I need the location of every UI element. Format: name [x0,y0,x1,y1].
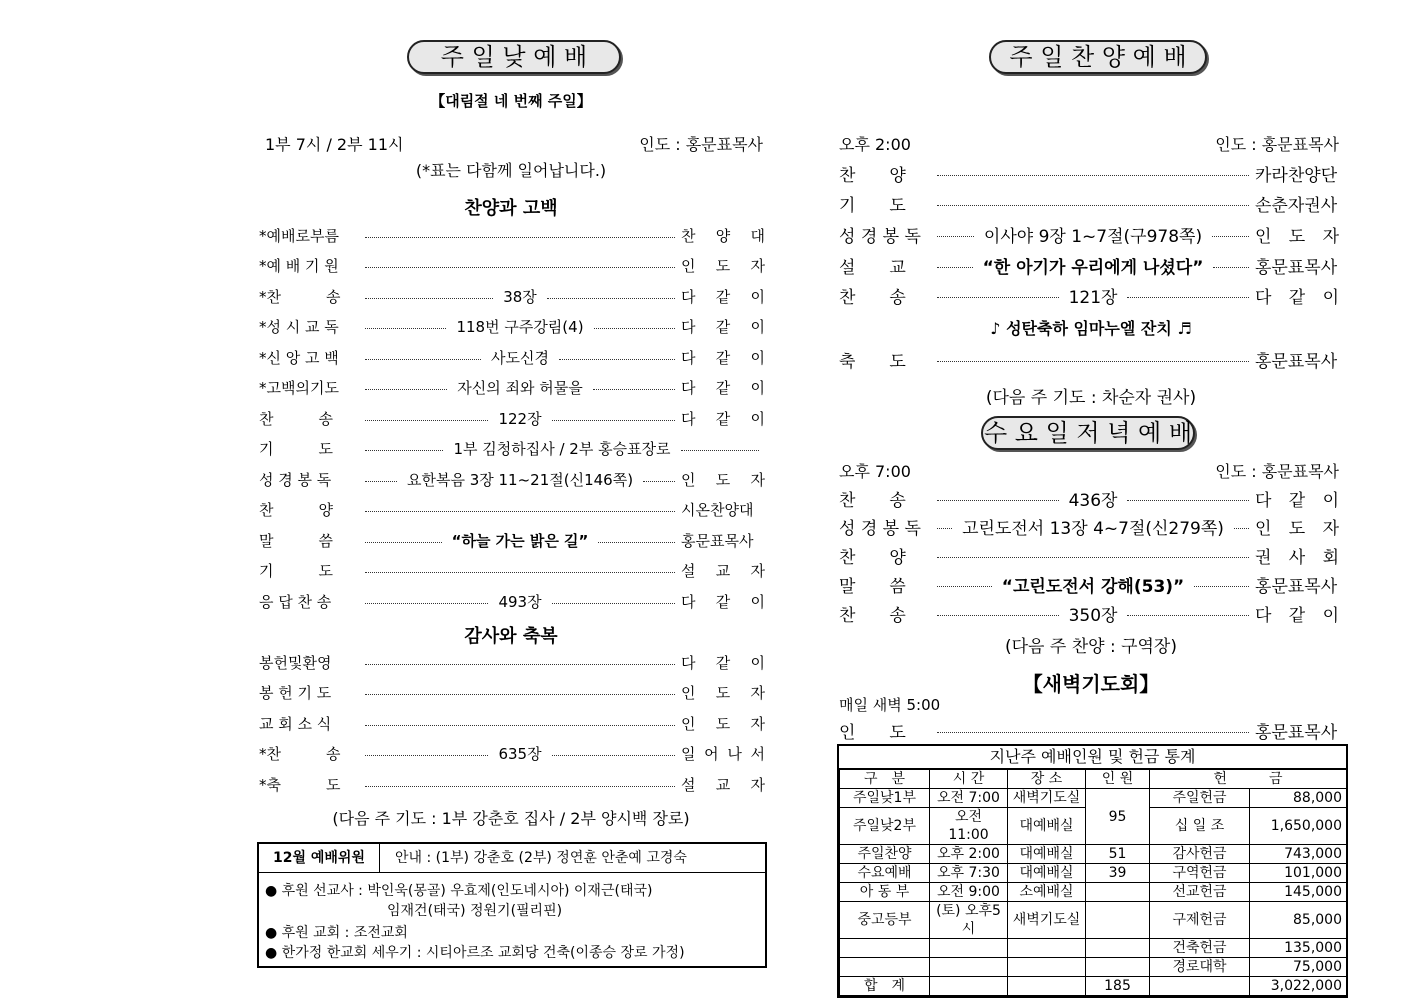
dot-leader [552,420,675,421]
item-person: 다 같 이 [681,592,765,611]
table-row [840,864,1347,883]
dot-leader [365,481,397,482]
order-item [259,588,765,614]
item-label: 성 경 봉 독 [839,226,921,247]
supported-church: ● 후원 교회 : 조전교회 [265,925,408,941]
item-label: 봉헌및환영 [259,653,332,672]
dot-leader [552,603,675,604]
dot-leader [937,361,1249,362]
item-person: 다 같 이 [681,653,765,672]
stats-cell: 대예배실 [1008,845,1086,864]
item-label: 성 경 봉 독 [839,519,921,540]
dot-leader [547,298,675,299]
stats-cell: 대예배실 [1008,864,1086,883]
dot-leader [365,786,675,787]
item-detail: 436장 [1068,490,1118,511]
order-item [259,436,765,462]
item-person: 인 도 자 [681,257,765,275]
stats-cell: 헌 금 [1150,770,1347,789]
item-detail: 요한복음 3장 11~21절(신146쪽) [406,470,634,489]
item-person: 카라찬양단 [1255,165,1338,186]
order-item [839,717,1339,743]
item-person: 설 교 자 [681,775,765,794]
next-prayer: (다음 주 기도 : 차순자 권사) [985,388,1197,408]
order-item [839,600,1339,626]
stats-cell [1086,939,1150,958]
stats-cell [1008,958,1086,977]
table-total-row [840,977,1347,996]
stats-cell: 135,000 [1250,939,1347,958]
item-person: 홍문표목사 [1255,351,1338,372]
stats-cell: 145,000 [1250,883,1347,902]
item-label: *찬 송 [259,745,341,763]
order-item [259,649,765,675]
stats-cell: 대예배실 [1008,808,1086,845]
item-person: 다 같 이 [681,318,766,336]
dot-leader [937,586,992,587]
order-item [839,485,1339,511]
stats-cell: (토) 오후5시 [930,902,1008,939]
wednesday-time: 오후 7:00 [839,462,911,481]
dot-leader [1212,236,1249,237]
item-label: *신 앙 고 백 [259,348,339,367]
stats-cell: 건축헌금 [1150,939,1250,958]
stats-cell: 시 간 [930,770,1008,789]
dot-leader [594,328,675,329]
stats-cell: 743,000 [1250,845,1347,864]
dot-leader [365,572,675,573]
item-label: *축 도 [259,775,341,794]
stats-cell [1008,977,1086,996]
order-item [259,558,765,584]
item-detail: 이사야 9장 1~7절(구978쪽) [983,226,1203,247]
order-item [259,283,765,309]
item-detail: 1부 김청하집사 / 2부 홍승표장로 [453,440,671,458]
item-person: 홍문표목사 [1255,722,1338,743]
item-person: 홍문표목사 [1255,576,1338,597]
stats-cell: 십 일 조 [1150,808,1250,845]
item-person: 찬 양 대 [681,226,765,245]
praise-leader: 인도 : 홍문표목사 [1215,135,1339,154]
item-detail: “고린도전서 강해(53)” [1001,576,1185,597]
dot-leader [1194,586,1249,587]
item-person: 홍문표목사 [681,531,754,550]
stats-cell: 75,000 [1250,958,1347,977]
item-person: 설 교 자 [681,562,765,580]
dot-leader [593,389,675,390]
stats-cell [1086,883,1150,902]
item-label: *고백의기도 [259,379,339,397]
item-label: 찬 송 [259,409,333,428]
stats-cell: 감사헌금 [1150,845,1250,864]
item-label: 성 경 봉 독 [259,470,332,489]
dot-leader [937,615,1059,616]
dot-leader [937,528,952,529]
service-time: 1부 7시 / 2부 11시 [265,135,404,154]
stats-cell: 오전 11:00 [930,808,1008,845]
item-person: 다 같 이 [1255,605,1339,626]
service-leader: 인도 : 홍문표목사 [639,135,763,154]
item-person: 시온찬양대 [681,501,754,519]
section-heading: 찬양과 고백 [464,198,558,219]
dot-leader [365,603,488,604]
item-label: *예 배 기 원 [259,257,339,275]
stats-cell [1150,977,1250,996]
item-label: 교 회 소 식 [259,714,332,733]
item-person: 다 같 이 [1255,490,1339,511]
stats-cell [930,939,1008,958]
item-detail: “하늘 가는 밝은 길” [451,531,589,550]
dot-leader [937,500,1059,501]
item-person: 다 같 이 [1255,288,1339,309]
item-detail: 350장 [1068,605,1118,626]
item-label: 봉 헌 기 도 [259,684,332,702]
stats-cell: 새벽기도실 [1008,902,1086,939]
item-person: 일 어 나 서 [681,745,765,763]
dot-leader [365,542,442,543]
wednesday-service-title: 수 요 일 저 녁 예 배 [981,416,1195,450]
item-detail: 자신의 죄와 허물을 [457,379,583,397]
item-person: 인 도 자 [1255,226,1340,247]
dot-leader [1213,267,1249,268]
stats-cell [840,939,930,958]
dot-leader [365,237,675,238]
order-item [839,252,1339,278]
item-person: 인 도 자 [681,470,766,489]
stats-cell: 3,022,000 [1250,977,1347,996]
dot-leader [1127,500,1249,501]
dot-leader [937,205,1249,206]
standing-note: (*표는 다함께 일어납니다.) [415,161,607,180]
dot-leader [681,450,759,451]
dot-leader [365,511,675,512]
stats-cell: 1,650,000 [1250,808,1347,845]
dawn-time: 매일 새벽 5:00 [839,696,941,714]
committee-box [257,842,767,968]
dot-leader [598,542,675,543]
dot-leader [1127,615,1249,616]
missionaries: ● 후원 선교사 : 박인욱(몽골) 우효제(인도네시아) 이재근(태국) [265,883,653,899]
item-label: *찬 송 [259,287,341,306]
stats-cell: 주일찬양 [840,845,930,864]
item-detail: 38장 [503,287,537,306]
stats-cell: 185 [1086,977,1150,996]
stats-cell [840,958,930,977]
praise-time: 오후 2:00 [839,135,911,154]
item-label: *성 시 교 독 [259,318,339,336]
item-person: 권 사 회 [1255,548,1339,569]
item-label: 찬 양 [839,165,906,186]
order-item [259,741,765,767]
stats-cell: 장 소 [1008,770,1086,789]
item-label: *예배로부름 [259,226,339,245]
stats-cell: 새벽기도실 [1008,789,1086,808]
order-item [259,466,765,492]
item-detail: 사도신경 [491,348,549,367]
item-detail: 고린도전서 13장 4~7절(신279쪽) [962,519,1224,540]
item-label: 기 도 [259,440,333,458]
stats-grid [839,769,1347,996]
stats-cell: 주일헌금 [1150,789,1250,808]
dot-leader [365,755,488,756]
order-item [839,221,1339,247]
wednesday-leader: 인도 : 홍문표목사 [1215,462,1339,481]
item-label: 인 도 [839,722,906,743]
item-label: 찬 송 [839,605,906,626]
dot-leader [937,732,1249,733]
item-label: 말 씀 [839,576,906,597]
item-label: 찬 송 [839,288,906,309]
stats-cell: 선교헌금 [1150,883,1250,902]
stats-cell: 소예배실 [1008,883,1086,902]
table-header-row [840,770,1347,789]
order-item [839,571,1339,597]
item-person: 홍문표목사 [1255,257,1338,278]
stats-cell [930,977,1008,996]
stats-cell: 아 동 부 [840,883,930,902]
dot-leader [365,359,481,360]
stats-cell: 수요예배 [840,864,930,883]
table-row [840,883,1347,902]
stats-cell: 오후 2:00 [930,845,1008,864]
table-row [840,939,1347,958]
dot-leader [937,175,1249,176]
stats-table [837,744,1348,998]
sunday-service-title: 주 일 낮 예 배 [407,40,621,74]
item-person: 다 같 이 [681,287,766,306]
stats-title: 지난주 예배인원 및 헌금 통계 [839,746,1346,769]
order-item [839,543,1339,569]
item-detail: “한 아기가 우리에게 나셨다” [982,257,1204,278]
dot-leader [559,359,675,360]
item-label: 찬 양 [259,501,333,519]
table-row [840,902,1347,939]
stats-cell: 구제헌금 [1150,902,1250,939]
item-label: 찬 양 [839,548,906,569]
item-detail: 118번 구주강림(4) [456,318,584,336]
item-detail: 493장 [498,592,542,611]
dot-leader [643,481,675,482]
stats-cell: 88,000 [1250,789,1347,808]
christmas-event: ♪ 성탄축하 임마누엘 잔치 ♬ [990,319,1192,338]
item-label: 말 씀 [259,531,333,550]
order-item [259,405,765,431]
dot-leader [937,267,973,268]
section-heading: 감사와 축복 [464,626,558,647]
stats-cell: 주일낮1부 [840,789,930,808]
order-item [839,160,1339,186]
stats-cell: 주일낮2부 [840,808,930,845]
dot-leader [365,328,446,329]
stats-cell: 85,000 [1250,902,1347,939]
next-prayer: (다음 주 기도 : 1부 강춘호 집사 / 2부 양시백 장로) [332,809,690,828]
stats-cell [1008,939,1086,958]
table-row [840,958,1347,977]
dawn-prayer-title: 【새벽기도회】 [1022,672,1160,696]
stats-cell: 101,000 [1250,864,1347,883]
stats-cell: 95 [1086,789,1150,845]
order-item [259,527,765,553]
item-label: 찬 송 [839,490,906,511]
stats-cell [930,958,1008,977]
praise-service-title: 주 일 찬 양 예 배 [989,40,1207,74]
dot-leader [552,755,675,756]
stats-cell: 구역헌금 [1150,864,1250,883]
table-row [840,845,1347,864]
item-label: 기 도 [259,562,333,580]
stats-cell: 합 계 [840,977,930,996]
stats-cell: 경로대학 [1150,958,1250,977]
missionaries-cont: 임재건(태국) 정원기(필리핀) [387,903,563,919]
item-detail: 121장 [1068,288,1118,309]
stats-cell: 중고등부 [840,902,930,939]
order-item [839,191,1339,217]
dot-leader [365,450,443,451]
dot-leader [937,557,1249,558]
stats-cell: 인 원 [1086,770,1150,789]
order-item [259,253,765,279]
next-praise: (다음 주 찬양 : 구역장) [1005,637,1177,657]
stats-cell: 오전 9:00 [930,883,1008,902]
dot-leader [365,694,675,695]
dot-leader [365,389,447,390]
stats-cell: 51 [1086,845,1150,864]
item-detail: 635장 [498,745,542,763]
stats-cell: 오후 7:30 [930,864,1008,883]
order-item [259,375,765,401]
dot-leader [1127,297,1249,298]
item-person: 인 도 자 [681,714,765,733]
order-item [259,771,765,797]
dot-leader [937,236,974,237]
dot-leader [937,297,1059,298]
order-item [259,314,765,340]
dot-leader [365,664,675,665]
dot-leader [365,420,488,421]
table-row [840,789,1347,808]
order-item [259,222,765,248]
item-label: 기 도 [839,196,906,217]
stats-cell: 39 [1086,864,1150,883]
dot-leader [365,725,675,726]
stats-cell [1086,958,1150,977]
item-label: 응 답 찬 송 [259,592,332,611]
order-item [259,344,765,370]
item-person: 다 같 이 [681,379,765,397]
stats-cell: 구 분 [840,770,930,789]
order-item [839,346,1339,372]
dot-leader [365,267,675,268]
church-planting: ● 한가정 한교회 세우기 : 시티아르조 교회당 건축(이종승 장로 가정) [265,945,685,961]
dot-leader [1234,528,1249,529]
order-item [259,680,765,706]
subtitle: 【대림절 네 번째 주일】 [430,92,592,110]
item-person: 다 같 이 [681,409,765,428]
committee-head: 12월 예배위원 [259,844,380,873]
order-item [839,514,1339,540]
item-label: 축 도 [839,351,906,372]
order-item [259,710,765,736]
item-person: 다 같 이 [681,348,765,367]
stats-cell [1086,902,1150,939]
item-person: 인 도 자 [1255,519,1340,540]
stats-cell: 오전 7:00 [930,789,1008,808]
item-person: 손춘자권사 [1255,196,1338,217]
item-detail: 122장 [498,409,542,428]
item-person: 인 도 자 [681,684,765,702]
item-label: 설 교 [839,257,906,278]
usher-list: 안내 : (1부) 강춘호 (2부) 정연훈 안춘예 고경숙 [379,844,765,873]
dot-leader [365,298,493,299]
order-item [839,283,1339,309]
order-item [259,497,765,523]
